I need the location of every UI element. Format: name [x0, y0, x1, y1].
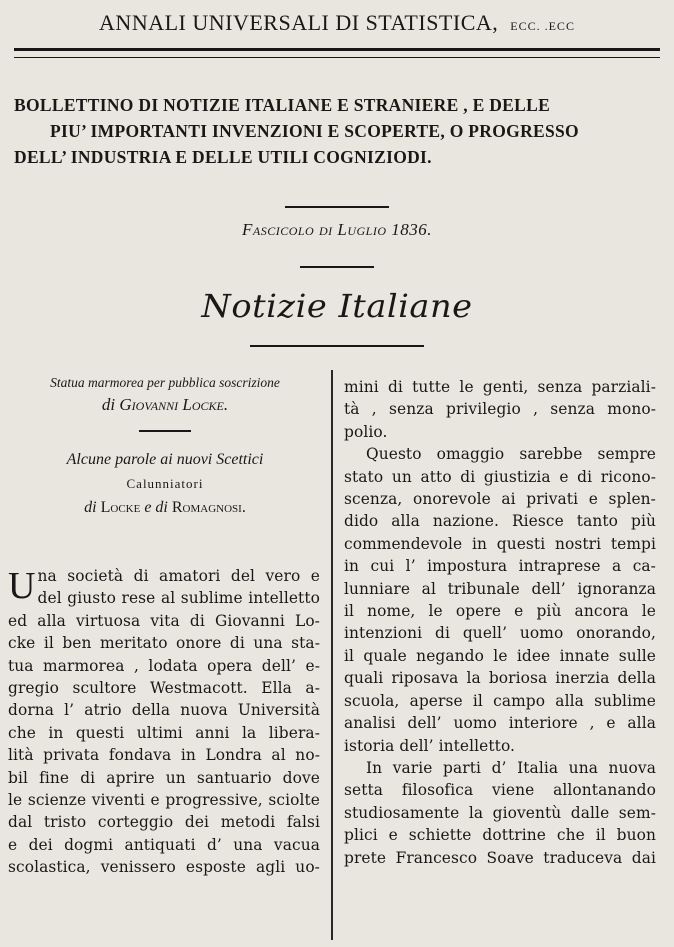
right-line: polio. [344, 422, 388, 441]
right-line: scuola, aperse il campo alla sublime [344, 691, 656, 710]
right-line: istoria dell’ intelletto. [344, 736, 516, 755]
rule-below-section-title [250, 345, 424, 347]
article-title: Statua marmorea per pubblica soscrizione [50, 375, 280, 390]
subtitle-line-1: Alcune parole ai nuovi Scettici [66, 451, 264, 468]
right-line: intenzioni di quell’ uomo onorando, [344, 624, 656, 643]
left-line: gregio scultore Westmacott. Ella a- [8, 679, 320, 698]
right-line: dido alla nazione. Riesce tanto più [344, 512, 656, 531]
article-subtitle [8, 448, 322, 520]
article-heading-block [8, 374, 322, 520]
left-line: cke il ben meritato onore di una sta- [8, 634, 320, 653]
article-heading-rule [139, 430, 191, 432]
left-line: na società di amatori del vero e [37, 567, 320, 585]
right-line: scenza, onorevole ai privati e splen- [344, 490, 656, 509]
subtitle-name-locke: Locke [100, 499, 141, 516]
left-line: e dei dogmi antiquati d’ una vacua [8, 835, 320, 854]
left-line: dorna l’ atrio della nuova Università [8, 701, 320, 720]
article-author [8, 394, 322, 416]
bulletin-line-2: PIU’ IMPORTANTI INVENZIONI E SCOPERTE, O PROGRESSO [50, 121, 579, 141]
rule-below-fascicolo [300, 266, 374, 268]
subtitle-line-3-prefix: di [84, 499, 97, 516]
bulletin-line-1: BOLLETTINO DI NOTIZIE ITALIANE E STRANIERE , E DELLE [14, 95, 551, 115]
running-head-ecc: ECC. .ECC [510, 19, 575, 33]
left-line: dal tristo corteggio dei metodi falsi [8, 813, 320, 832]
header-double-rule [14, 48, 660, 58]
drop-cap: U [8, 565, 36, 607]
right-line: setta filosofica viene allontanando [344, 781, 656, 800]
left-line: che in questi ultimi anni la libera- [8, 723, 320, 742]
left-line: le scienze viventi e progressive, sciolte [8, 791, 320, 810]
subtitle-line-3-mid: e di [144, 499, 168, 516]
running-head [0, 10, 674, 36]
journal-title: ANNALI UNIVERSALI DI STATISTICA, [99, 10, 499, 35]
left-line: scolastica, venissero esposte agli uo- [8, 858, 320, 877]
fascicolo-year: 1836. [391, 220, 432, 239]
right-line: lunniare al tribunale dell’ ignoranza [344, 579, 656, 598]
column-divider [331, 370, 333, 940]
left-line: ed alla virtuosa vita di Giovanni Lo- [8, 611, 320, 630]
right-column-body [344, 376, 656, 869]
right-line: Questo omaggio sarebbe sempre [366, 445, 656, 464]
left-line: tua marmorea , lodata opera dell’ e- [8, 656, 320, 675]
fascicolo-line [0, 220, 674, 240]
subtitle-line-2: Calunniatori [126, 476, 204, 491]
right-line: studiosamente la gioventù dalle sem- [344, 803, 656, 822]
article-author-name: Giovanni Locke. [119, 395, 229, 414]
left-line: lità privata fondava in Londra al no- [8, 746, 320, 765]
right-line: quali riposava la boriosa inerzia della [344, 669, 656, 688]
fascicolo-label: Fascicolo di Luglio [241, 220, 387, 239]
right-line: prete Francesco Soave traduceva dai [344, 848, 656, 867]
right-line: analisi dell’ uomo interiore , e alla [344, 714, 656, 733]
left-line: bil fine di aprire un santuario dove [8, 768, 320, 787]
bulletin-heading [14, 92, 660, 170]
right-line: tà , senza privilegio , senza mono- [344, 400, 656, 419]
right-line: plici e schiette dottrine che il buon [344, 826, 656, 845]
rule-above-fascicolo [285, 206, 389, 208]
bulletin-line-3: DELL’ INDUSTRIA E DELLE UTILI COGNIZIODI. [14, 147, 432, 167]
right-line: mini di tutte le genti, senza parziali- [344, 378, 656, 396]
right-line: in cui l’ impostura intraprese a ca- [344, 557, 656, 576]
left-line: del giusto rese al sublime intelletto [37, 589, 320, 608]
article-author-prefix: di [101, 395, 116, 414]
right-line: il quale negando le idee innate sulle [344, 646, 656, 665]
right-line: commendevole in questi nostri tempi [344, 534, 656, 553]
right-line: il nome, le opere e più ancora le [344, 602, 656, 621]
left-column-body [8, 565, 320, 879]
subtitle-name-romagnosi: Romagnosi. [171, 499, 246, 516]
section-title: Notizie Italiane [201, 287, 473, 325]
subtitle-line-3 [8, 496, 322, 520]
right-line: stato un atto di giustizia e di ricono- [344, 467, 656, 486]
right-line: In varie parti d’ Italia una nuova [366, 758, 656, 777]
